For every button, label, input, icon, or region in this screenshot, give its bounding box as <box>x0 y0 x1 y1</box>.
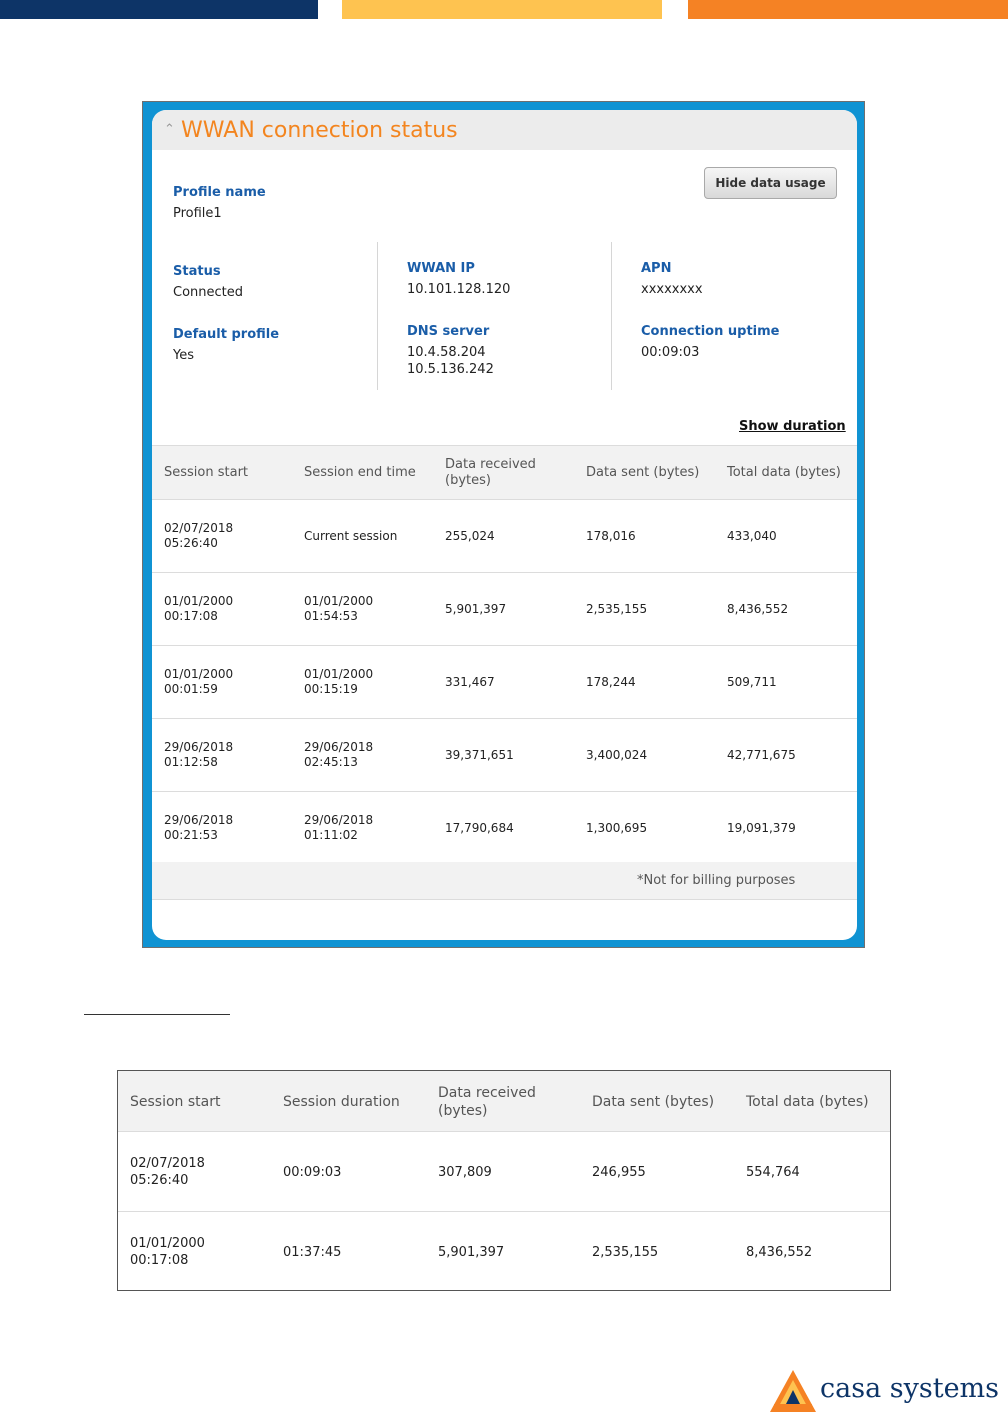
wwan-status-panel <box>152 110 857 940</box>
cell-session-start <box>164 813 233 843</box>
cell-session-start <box>164 667 233 697</box>
cell-session-end <box>304 667 373 697</box>
table-row <box>118 1212 890 1292</box>
cell-session-end <box>304 740 373 770</box>
cell-session-end: Current session <box>304 529 398 543</box>
wwan-ip-label: WWAN IP <box>407 261 475 276</box>
cell-total-data: 8,436,552 <box>746 1245 813 1260</box>
casa-logo-text: casa systems <box>820 1373 1000 1404</box>
col-session-duration[interactable]: Session duration <box>283 1094 400 1110</box>
dns-server-value-1: 10.4.58.204 <box>407 345 486 360</box>
header-band-orange <box>688 0 1008 19</box>
wwan-screenshot-frame <box>142 101 865 948</box>
cell-data-received: 5,901,397 <box>445 602 507 616</box>
end-date: 01/01/2000 <box>304 594 374 608</box>
table-row <box>152 792 857 865</box>
start-date: 02/07/2018 <box>130 1156 205 1171</box>
col-session-start[interactable]: Session start <box>130 1094 221 1110</box>
panel-title: WWAN connection status <box>181 118 458 143</box>
cell-session-start <box>164 521 233 551</box>
cell-data-received: 307,809 <box>438 1165 492 1180</box>
col-session-end[interactable]: Session end time <box>304 465 416 480</box>
cell-session-start <box>164 740 233 770</box>
table-row <box>118 1132 890 1212</box>
chevron-up-icon[interactable]: ⌃ <box>164 122 175 137</box>
connection-uptime-label: Connection uptime <box>641 324 780 339</box>
cell-data-sent: 178,016 <box>586 529 636 543</box>
cell-data-sent: 246,955 <box>592 1165 646 1180</box>
start-time: 00:17:08 <box>130 1253 189 1268</box>
cell-session-end <box>304 594 373 624</box>
start-time: 00:17:08 <box>164 609 218 623</box>
cell-data-received: 5,901,397 <box>438 1245 505 1260</box>
cell-data-received: 255,024 <box>445 529 495 543</box>
billing-note: *Not for billing purposes <box>637 873 796 888</box>
cell-session-end <box>304 813 373 843</box>
cell-data-received: 331,467 <box>445 675 495 689</box>
cell-total-data: 19,091,379 <box>727 821 796 835</box>
dns-server-label: DNS server <box>407 324 490 339</box>
status-label: Status <box>173 264 221 279</box>
profile-name-value: Profile1 <box>173 206 222 221</box>
cell-total-data: 42,771,675 <box>727 748 796 762</box>
col-data-received[interactable] <box>445 457 536 489</box>
col-session-start[interactable]: Session start <box>164 465 249 480</box>
header-band-yellow <box>342 0 662 19</box>
duration-table <box>117 1070 891 1291</box>
start-date: 02/07/2018 <box>164 521 234 535</box>
table-footer <box>152 862 857 900</box>
col-data-received-line1: Data received <box>445 457 536 472</box>
connection-uptime-value: 00:09:03 <box>641 345 700 360</box>
cell-data-sent: 178,244 <box>586 675 636 689</box>
hide-data-usage-button[interactable]: Hide data usage <box>704 167 837 199</box>
cell-session-start <box>164 594 233 624</box>
start-time: 00:21:53 <box>164 828 218 842</box>
wwan-ip-value: 10.101.128.120 <box>407 282 511 297</box>
cell-data-received: 17,790,684 <box>445 821 514 835</box>
cell-data-sent: 2,535,155 <box>592 1245 659 1260</box>
cell-data-sent: 1,300,695 <box>586 821 648 835</box>
status-value: Connected <box>173 285 244 300</box>
col-data-sent[interactable]: Data sent (bytes) <box>592 1094 715 1110</box>
sessions-table-header <box>152 445 857 500</box>
dns-server-value-2: 10.5.136.242 <box>407 362 494 377</box>
duration-table-header <box>118 1071 890 1132</box>
column-divider <box>377 242 378 390</box>
divider-line <box>84 1014 230 1015</box>
cell-data-sent: 2,535,155 <box>586 602 648 616</box>
start-date: 29/06/2018 <box>164 740 234 754</box>
end-date: 29/06/2018 <box>304 813 374 827</box>
header-band-navy <box>0 0 318 19</box>
start-time: 05:26:40 <box>130 1173 189 1188</box>
end-date: 29/06/2018 <box>304 740 374 754</box>
col-data-received[interactable] <box>438 1084 536 1120</box>
cell-session-duration: 01:37:45 <box>283 1245 342 1260</box>
table-row <box>152 500 857 573</box>
col-total-data[interactable]: Total data (bytes) <box>727 465 841 480</box>
end-time: 01:11:02 <box>304 828 358 842</box>
casa-logo-icon <box>770 1370 816 1412</box>
column-divider <box>611 242 612 390</box>
cell-data-received: 39,371,651 <box>445 748 514 762</box>
start-time: 05:26:40 <box>164 536 218 550</box>
col-data-sent[interactable]: Data sent (bytes) <box>586 465 700 480</box>
cell-session-start <box>130 1155 205 1189</box>
cell-session-duration: 00:09:03 <box>283 1165 342 1180</box>
apn-value: xxxxxxxx <box>641 282 703 297</box>
start-time: 01:12:58 <box>164 755 218 769</box>
end-time: 01:54:53 <box>304 609 358 623</box>
default-profile-value: Yes <box>173 348 194 363</box>
start-date: 29/06/2018 <box>164 813 234 827</box>
cell-total-data: 433,040 <box>727 529 777 543</box>
cell-session-start <box>130 1235 205 1269</box>
cell-total-data: 554,764 <box>746 1165 800 1180</box>
cell-total-data: 509,711 <box>727 675 777 689</box>
start-date: 01/01/2000 <box>164 667 234 681</box>
cell-data-sent: 3,400,024 <box>586 748 648 762</box>
table-row <box>152 646 857 719</box>
end-time: 00:15:19 <box>304 682 358 696</box>
col-data-received-line1: Data received <box>438 1085 536 1101</box>
end-date: 01/01/2000 <box>304 667 374 681</box>
end-time: 02:45:13 <box>304 755 358 769</box>
table-row <box>152 719 857 792</box>
table-row <box>152 573 857 646</box>
apn-label: APN <box>641 261 672 276</box>
start-time: 00:01:59 <box>164 682 218 696</box>
col-data-received-line2: (bytes) <box>438 1103 488 1119</box>
panel-header[interactable] <box>152 110 857 150</box>
profile-name-label: Profile name <box>173 185 266 200</box>
col-total-data[interactable]: Total data (bytes) <box>746 1094 869 1110</box>
col-data-received-line2: (bytes) <box>445 473 491 488</box>
default-profile-label: Default profile <box>173 327 280 342</box>
cell-total-data: 8,436,552 <box>727 602 789 616</box>
show-duration-link[interactable]: Show duration <box>739 419 846 434</box>
start-date: 01/01/2000 <box>130 1236 205 1251</box>
start-date: 01/01/2000 <box>164 594 234 608</box>
